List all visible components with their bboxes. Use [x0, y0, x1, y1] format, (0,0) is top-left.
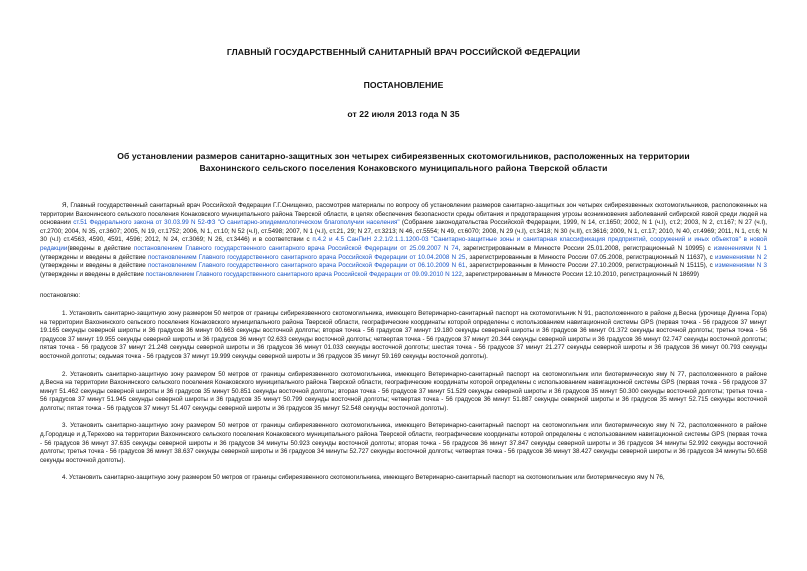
preamble-text: , зарегистрированным в Минюсте России 25.01.2008, регистрационный N 10995) с — [458, 244, 714, 252]
document-type: ПОСТАНОВЛЕНИЕ — [363, 80, 444, 90]
preamble-text: , зарегистрированным в Минюсте России 07.05.2008, регистрационный N 11637), с — [465, 253, 716, 261]
preamble-text: (Собрание законодательства Российской Федерации, 1999, N 14, ст.1650; 2002, N 1 (ч.I), ст.2; 2003, N 2, ст.167; N 27 (ч.I), ст.2700; 2004, N 35, ст.3607; 2005, N 19, ст.1752; 2006, N 1, ст.10; N 52 (ч.I), ст.5498; 2007, N 1 (ч.I), ст.21, 29; N 27, ст.3213; N 46, ст.5554; N 49, ст.6070; 2008, N 29 (ч.I), ст.3418; N 30 (ч.II), ст.3616; 2009, N 1, ст.17; 2010, N 40, ст.4969; 2011, N 1, ст.6; N 30 (ч.I) ст.4563, 4590, 4591, 4596; 2012, N 24, ст.3069; N 26, ст.3446) и в соответствии с — [40, 219, 768, 244]
preamble-text: (введены в действие — [67, 244, 134, 252]
link-amendments-1[interactable]: изменениями N 1 — [713, 244, 768, 252]
preamble-text: , зарегистрированным в Минюсте России 12.10.2010, регистрационный N 18699) — [461, 270, 699, 278]
clause-paragraph: 2. Установить санитарно-защитную зону размером 50 метров от границы сибиреязвенного скотомогильника, имеющего Ветеринарно-санитарный паспорт на скотомогильник или биотермическую яму N 77, расположенного в районе д.Весна на территории Вахонинского сельского поселения Конаковского муниципального района Тверской области, географические координаты которой определены с использованием навигационной системы GPS (первая точка - 56 градусов 37 минут 51.462 секунды северной широты и 36 градусов 35 минут 50.851 секунды восточной долготы; вторая точка - 56 градусов 37 минут 51.529 секунды северной широты и 36 градусов 35 минут 50.300 секунды восточной долготы; третья точка - 56 градусов 37 минут 51.945 секунды северной широты и 36 градусов 35 минут 50.799 секунды восточной долготы; четвертая точка - 56 градусов 36 минут 51.887 секунды северной широты и 36 градусов 35 минут 52.715 секунды восточной долготы; пятая точка - 56 градусов 37 минут 51.407 секунды северной широты и 36 градусов 35 минут 52.548 секунды восточной долготы). — [40, 370, 767, 412]
clause-paragraph: 3. Установить санитарно-защитную зону размером 50 метров от границы сибиреязвенного скотомогильника, имеющего Ветеринарно-санитарный паспорт на скотомогильник или биотермическую яму N 72, расположенного в районе д.Городище и д.Терехово на территории Вахонинского сельского поселения Конаковского муниципального района Тверской области, географические координаты которой определены с использованием навигационной системы GPS (первая точка - 56 градусов 36 минут 37.635 секунды северной широты и 36 градусов 34 минуты 50.923 секунды восточной долготы; вторая точка - 56 градусов 36 минут 37.847 секунды северной широты и 36 градусов 34 минуты 52.992 секунды восточной долготы; третья точка - 56 градусов 36 минут 38.637 секунды северной широты и 36 градусов 34 минуты 52.727 секунды восточной долготы; четвертая точка - 56 градусов 36 минут 38.427 секунды северной широты и 36 градусов 34 минуты 50.658 секунды восточной долготы). — [40, 422, 767, 464]
document-date: от 22 июля 2013 года N 35 — [347, 109, 460, 119]
preamble-text: (утверждены и введены в действие — [40, 270, 146, 278]
link-federal-law-52fz[interactable]: ст.51 Федерального закона от 30.03.99 N 52-ФЗ "О санитарно-эпидемиологическом благополучии населения" — [73, 219, 400, 227]
preamble-text: (утверждены и введены в действие — [40, 253, 148, 261]
preamble-text: Я, Главный государственный санитарный врач Российской Федерации Г.Г.Онищенко, рассмотрев материалы по вопросу об установлении размеров санитарно-защитных зон четырех сибиреязвенных скотомогильников, расположенных на территории Вахонинского сельского поселения Конаковского муниципального района Тверской области, в целях обеспечения безопасности среды обитания и предотвращения угрозы возникновения заболеваний сибирской язвой среди людей на основании — [40, 202, 767, 227]
issuing-authority: ГЛАВНЫЙ ГОСУДАРСТВЕННЫЙ САНИТАРНЫЙ ВРАЧ РОССИЙСКОЙ ФЕДЕРАЦИИ — [226, 47, 581, 57]
link-amendments-3[interactable]: изменениями N 3 — [715, 262, 767, 270]
clause-paragraph: 4. Установить санитарно-защитную зону размером 50 метров от границы сибиреязвенного скотомогильника, имеющего Ветеринарно-санитарный паспорт на скотомогильник или биотермическую яму N 76, — [62, 474, 665, 482]
preamble-text: (утверждены и введены в действие — [40, 262, 148, 270]
link-amendments-2[interactable]: изменениями N 2 — [715, 253, 767, 261]
document-title: Об установлении размеров санитарно-защитных зон четырех сибиреязвенных скотомогильников, расположенных на территории Вахонинского сельского поселения Конаковского муниципального района Тверской области — [117, 151, 690, 173]
preamble-paragraph — [40, 202, 767, 279]
clause-paragraph: 1. Установить санитарно-защитную зону размером 50 метров от границы сибиреязвенного скотомогильника, имеющего Ветеринарно-санитарный паспорт на скотомогильник N 91, расположенного в районе д.Весна (урочище Дунина Гора) на территории Вахонинского сельского поселения Конаковского муниципального района Тверской области, географические координаты которой определены с использованием навигационной системы GPS (первая точка - 56 градусов 37 минут 19.165 секунды северной широты и 36 градусов 36 минут 00.663 секунды восточной долготы; вторая точка - 56 градусов 37 минут 19.180 секунды северной широты и 36 градусов 36 минут 01.372 секунды восточной долготы; третья точка - 56 градусов 37 минут 19.955 секунды северной широты и 36 градусов 36 минут 02.633 секунды восточной долготы; четвертая точка - 56 градусов 37 минут 20.344 секунды северной широты и 36 градусов 36 минут 02.747 секунды восточной долготы; пятая точка - 56 градусов 37 минут 21.248 секунды северной широты и 36 градусов 36 минут 01.033 секунды восточной долготы; шестая точка - 56 градусов 37 минут 21.277 секунды северной широты и 36 градусов 36 минут 00.793 секунды восточной долготы; седьмая точка - 56 градусов 37 минут 19.999 секунды северной широты и 36 градусов 35 минут 59.169 секунды восточной долготы). — [40, 309, 767, 360]
link-sanpin[interactable]: п.4.2 и 4.5 СанПиН 2.2.1/2.1.1.1200-03 "Санитарно-защитные зоны и санитарная классификация предприятий, сооружений и иных объектов" в новой редакции — [40, 236, 767, 252]
decree-word: постановляю: — [40, 292, 81, 300]
link-resolution-122[interactable]: постановлением Главного государственного санитарного врача Российской Федерации от 09.09.2010 N 122 — [145, 270, 462, 278]
link-resolution-61[interactable]: постановлением Главного государственного санитарного врача Российской Федерации от 06.10.2009 N 61 — [148, 262, 466, 270]
link-resolution-25[interactable]: постановлением Главного государственного санитарного врача Российской Федерации от 10.04.2008 N 25 — [148, 253, 466, 261]
link-resolution-74[interactable]: постановлением Главного государственного санитарного врача Российской Федерации от 25.09.2007 N 74 — [133, 244, 459, 252]
preamble-text: , зарегистрированным в Минюсте России 27.10.2009, регистрационный N 15115), с — [465, 262, 716, 270]
